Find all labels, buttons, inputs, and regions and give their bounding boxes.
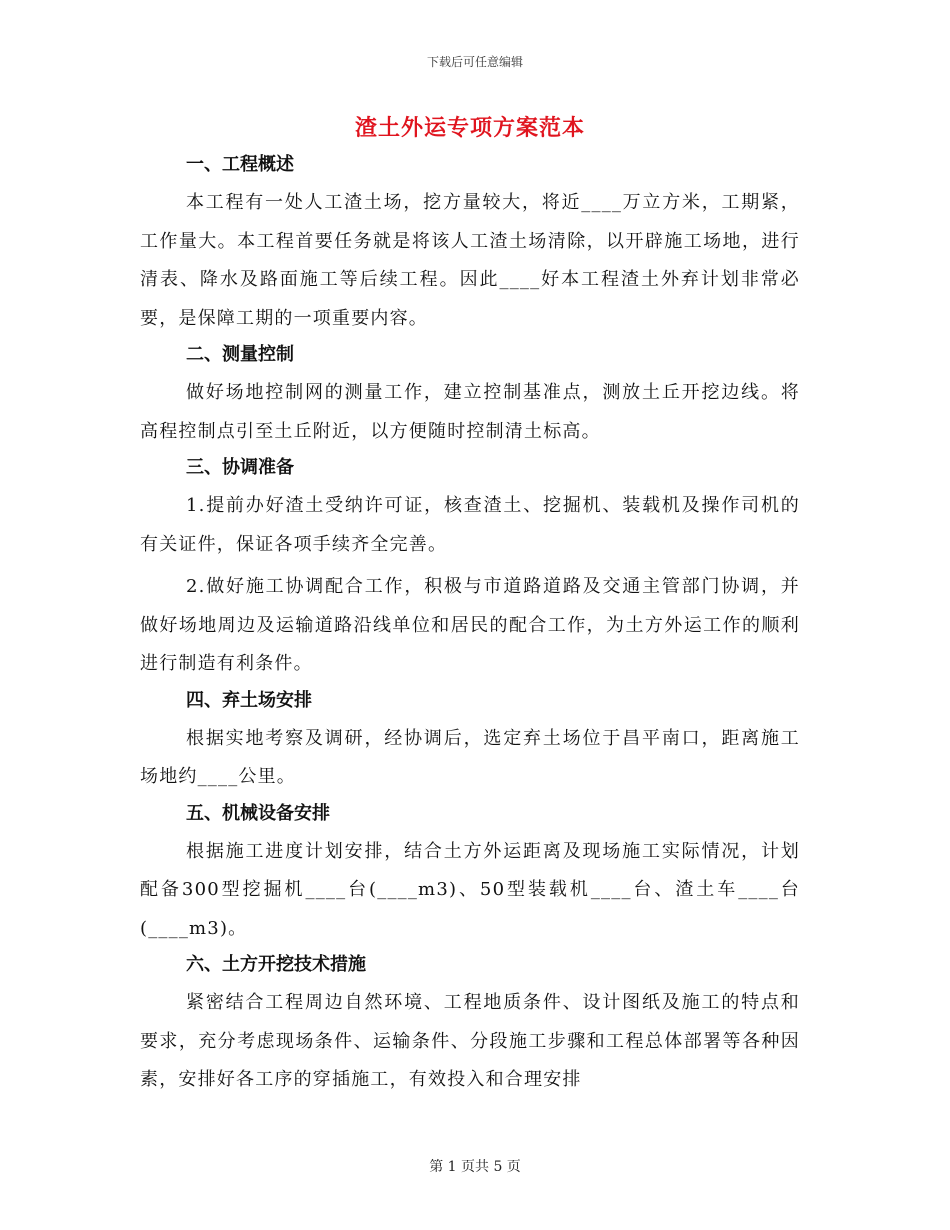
section-heading: 一、工程概述 — [186, 154, 294, 175]
section-5 — [140, 801, 800, 949]
paragraph: 本工程有一处人工渣土场，挖方量较大，将近____万立方米，工期紧，工作量大。本工程首要任务就是将该人工渣土场清除，以开辟施工场地，进行清表、降水及路面施工等后续工程。因此____好本工程渣土外弃计划非常必要，是保障工期的一项重要内容。 — [140, 192, 800, 329]
section-4 — [140, 688, 800, 797]
section-heading: 三、协调准备 — [186, 457, 294, 478]
section-3 — [140, 455, 800, 684]
page-number: 第 1 页共 5 页 — [429, 1159, 521, 1175]
section-heading: 四、弃土场安排 — [186, 689, 312, 711]
paragraph: 紧密结合工程周边自然环境、工程地质条件、设计图纸及施工的特点和要求，充分考虑现场条件、运输条件、分段施工步骤和工程总体部署等各种因素，安排好各工序的穿插施工，有效投入和合理安排 — [140, 992, 800, 1090]
section-heading: 二、测量控制 — [186, 344, 294, 365]
paragraph: 1.提前办好渣土受纳许可证，核查渣土、挖掘机、装载机及操作司机的有关证件，保证各项手续齐全完善。 — [140, 495, 800, 555]
section-heading: 五、机械设备安排 — [186, 802, 330, 824]
section-heading: 六、土方开挖技术措施 — [186, 954, 366, 975]
section-6 — [140, 952, 800, 1100]
paragraph: 做好场地控制网的测量工作，建立控制基准点，测放土丘开挖边线。将高程控制点引至土丘附近，以方便随时控制清土标高。 — [140, 382, 800, 442]
header-note: 下载后可任意编辑 — [426, 55, 523, 69]
document-body — [140, 112, 800, 1104]
paragraph: 根据施工进度计划安排，结合土方外运距离及现场施工实际情况，计划配备300型挖掘机____台(____m3)、50型装载机____台、渣土车____台(____m3)。 — [140, 840, 800, 939]
section-2 — [140, 342, 800, 451]
section-1 — [140, 152, 800, 338]
paragraph: 根据实地考察及调研，经协调后，选定弃土场位于昌平南口，距离施工场地约____公里。 — [140, 727, 800, 787]
document-title: 渣土外运专项方案范本 — [354, 115, 585, 141]
paragraph: 2.做好施工协调配合工作，积极与市道路道路及交通主管部门协调，并做好场地周边及运输道路沿线单位和居民的配合工作，为土方外运工作的顺利进行制造有利条件。 — [140, 576, 800, 674]
